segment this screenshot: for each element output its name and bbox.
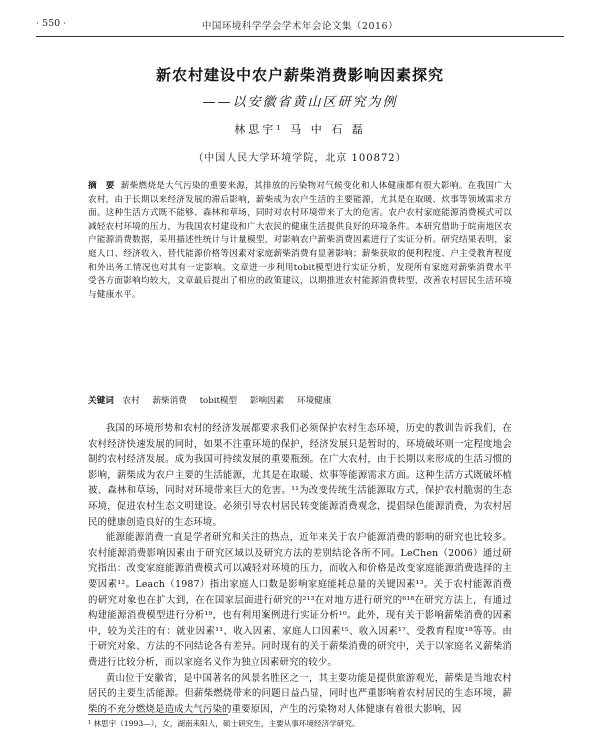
article-title: 新农村建设中农户薪柴消费影响因素探究 bbox=[155, 66, 444, 84]
body-paragraph: 黄山位于安徽省，是中国著名的风景名胜区之一，其主要功能是提供旅游观光，薪柴是当地农村居民的主要生活能源。但薪柴燃烧带来的问题日益凸显，同时也严重影响着农村居民的生态环境，薪柴的不充分燃烧是造成大气污染的重要原因，产生的污染物对人体健康有着很大影响，因 bbox=[88, 672, 512, 715]
header-rule bbox=[36, 36, 564, 37]
keyword: 环境健康 bbox=[296, 396, 332, 406]
running-head bbox=[36, 18, 564, 34]
body-text bbox=[88, 421, 512, 717]
keyword: 薪柴消费 bbox=[152, 396, 187, 406]
body-paragraph: 能源能源消费一直是学者研究和关注的热点，近年来关于农户能源消费的影响的研究也比较多。农村能源消费影响因素由于研究区域以及研究方法的差别结论各所不同。LeChen（2006）通过研究指出：改变家庭能源消费模式可以减轻对环境的压力，而收入和价格是改变家庭能源消费选择的主要因素¹²。Leach（1987）指出家庭人口数是影响家庭能耗总量的关键因素¹³。关于农村能源消费的研究对象也在扩大到，在在国家层面进行研究的²¹³在对地方进行研究的⁶¹⁸在研究方法上，有通过构建能源消费模型进行分析¹⁹，也有利用案例进行实证分析¹⁰。此外，现有关于影响薪柴消费的因素中，较为关注的有：就业因素¹¹、收入因素、家庭人口因素¹⁵、收入因素¹⁷、受教育程度¹⁸等等。由于研究对象、方法的不同结论各有差异。同时现有的关于薪柴消费的研究中，关于以家庭名义薪柴消费进行比较分析，而以家庭名义作为独立因素研究的较少。 bbox=[88, 532, 512, 668]
journal-title: 中国环境科学学会学术年会论文集（2016） bbox=[201, 21, 399, 32]
affiliation: （中国人民大学环境学院，北京 100872） bbox=[193, 153, 407, 164]
keyword: tobit模型 bbox=[199, 396, 238, 406]
abstract-label: 摘 要 bbox=[88, 181, 115, 191]
footnote-rule bbox=[88, 714, 228, 715]
abstract bbox=[88, 180, 512, 302]
authors: 林思宇¹ 马 中 石 磊 bbox=[234, 123, 366, 136]
keywords bbox=[88, 394, 512, 406]
keyword: 农村 bbox=[122, 396, 140, 406]
article-subtitle: ——以安徽省黄山区研究为例 bbox=[202, 95, 398, 110]
abstract-text: 薪柴燃烧是大气污染的重要来源，其排放的污染物对气候变化和人体健康都有很大影响。在我国广大农村，由于长期以来经济发展的滞后影响，薪柴成为农户生活的主要能源，尤其是在取暖、炊事等领域需求方面。这种生活方式既不能够、森林和草场，同时对农村环境带来了大的危害。农户农村家庭能源消费模式可以减轻农村环境的压力，为我国农村建设和广大农民的健康生活提供良好的环境条件。本研究借助于皖南地区农户能源消费数据，采用描述性统计与计量模型，对影响农户薪柴消费因素进行了实证分析。研究结果表明，家庭人口、经济收入、替代能源价格等因素对家庭薪柴消费有显著影响；薪柴获取的便利程度、户主受教育程度和外出务工情况也对其有一定影响。文章进一步利用tobit模型进行实证分析，发现所有家庭对薪柴消费水平受各方面影响均较大，文章最后提出了相应的政策建议，以期推进农村能源消费转型，改善农村居民生活环境与健康水平。 bbox=[88, 181, 512, 300]
page-number: · 550 · bbox=[36, 18, 67, 29]
keywords-label: 关键词 bbox=[88, 396, 114, 406]
footnote: ¹ 林思宇（1993—），女，湖南耒阳人，硕士研究生，主要从事环境经济学研究。 bbox=[88, 719, 360, 728]
body-paragraph: 我国的环境形势和农村的经济发展都要求我们必须保护农村生态环境，历史的教训告诉我们，在农村经济快速发展的同时，如果不注重环境的保护，经济发展只是暂时的，环境破坏则一定程度地会制约农村经济发展。成为我国可持续发展的重要瓶颈。在广大农村，由于长期以来形成的生活习惯的影响，薪柴成为农户主要的生活能源，尤其是在取暖、炊事等能源需求方面。这种生活方式既破坏植被、森林和草场，同时对环境带来巨大的危害。¹¹为改变传统生活能源取方式，保护农村脆弱的生态环境，促进农村生态文明建设。必须引导农村居民转变能源消费观念，提倡绿色能源消费，为农村居民的健康创造良好的生态环境。 bbox=[88, 423, 512, 528]
keyword: 影响因素 bbox=[249, 396, 285, 406]
